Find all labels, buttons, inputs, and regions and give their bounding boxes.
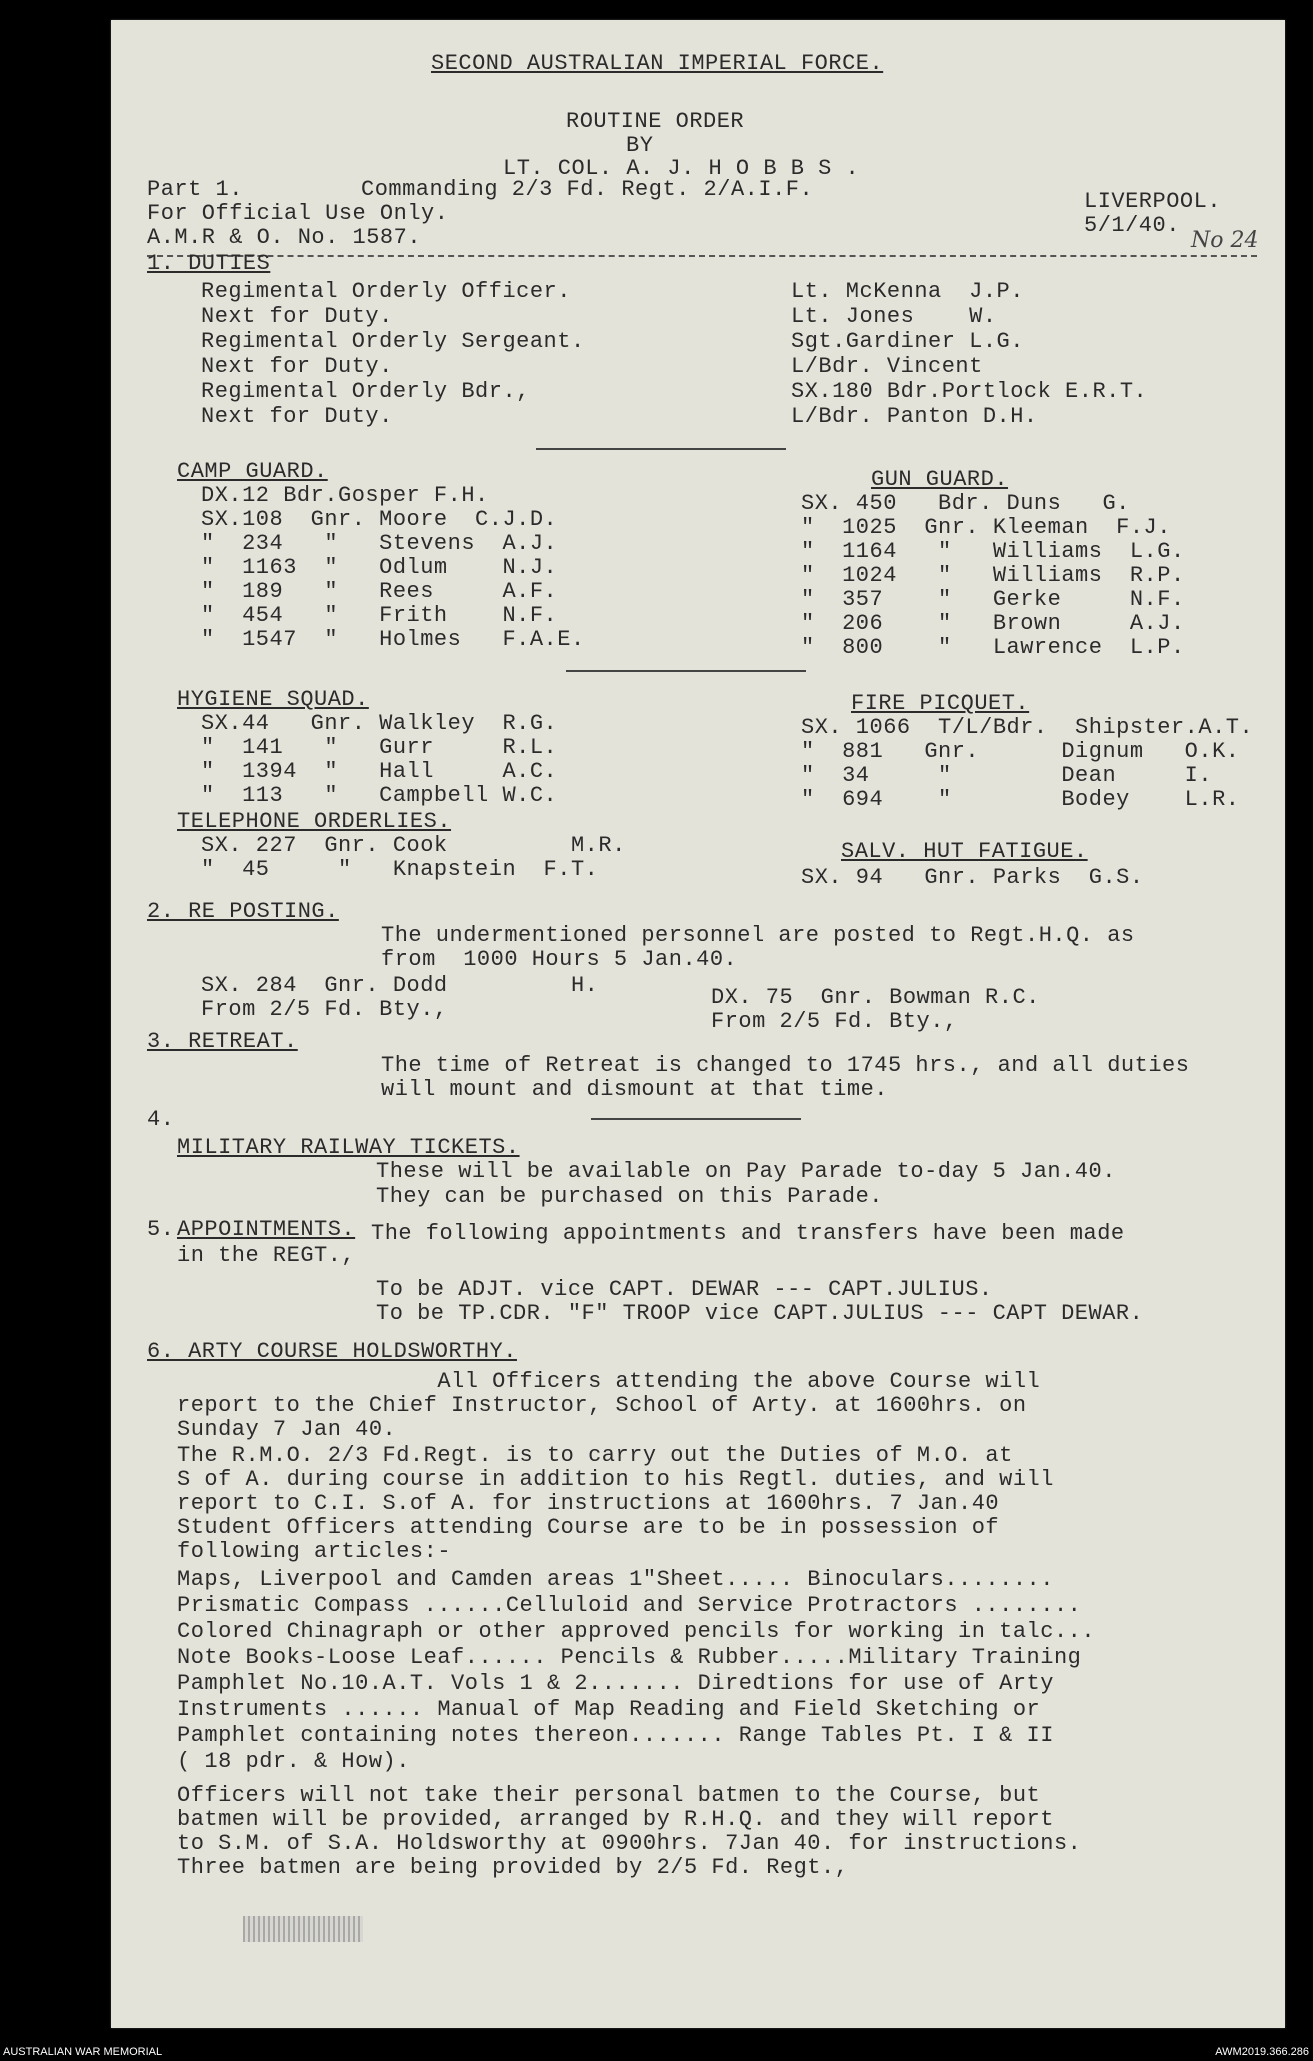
divider-line xyxy=(566,670,806,672)
duty-role: Next for Duty. xyxy=(201,404,393,429)
fire-picquet-heading: FIRE PICQUET. xyxy=(851,691,1030,716)
railway-text: These will be available on Pay Parade to-day 5 Jan.40. xyxy=(376,1159,1116,1184)
section-divider xyxy=(147,255,1257,257)
arty-heading: 6. ARTY COURSE HOLDSWORTHY. xyxy=(147,1339,517,1364)
list-item: " 141 " Gurr R.L. xyxy=(201,735,558,760)
re-posting-right: DX. 75 Gnr. Bowman R.C. xyxy=(711,985,1040,1010)
place-label: LIVERPOOL. xyxy=(1084,189,1222,214)
duty-name: Lt. McKenna J.P. xyxy=(791,279,1024,304)
duty-name: L/Bdr. Panton D.H. xyxy=(791,404,1038,429)
arty-line: The R.M.O. 2/3 Fd.Regt. is to carry out the Duties of M.O. at xyxy=(177,1443,1013,1468)
arty-line: report to the Chief Instructor, School of Arty. at 1600hrs. on xyxy=(177,1393,1027,1418)
list-item: " 45 " Knapstein F.T. xyxy=(201,857,599,882)
gun-guard-heading: GUN GUARD. xyxy=(871,467,1009,492)
re-posting-text: The undermentioned personnel are posted to Regt.H.Q. as xyxy=(381,923,1135,948)
list-item: SX. 450 Bdr. Duns G. xyxy=(801,491,1130,516)
divider-line xyxy=(591,1118,801,1120)
re-posting-heading: 2. RE POSTING. xyxy=(147,899,339,924)
duty-name: SX.180 Bdr.Portlock E.R.T. xyxy=(791,379,1148,404)
list-item: SX.108 Gnr. Moore C.J.D. xyxy=(201,507,558,532)
salv-row: SX. 94 Gnr. Parks G.S. xyxy=(801,865,1144,890)
list-item: SX. 1066 T/L/Bdr. Shipster.A.T. xyxy=(801,715,1254,740)
appointment-line: To be ADJT. vice CAPT. DEWAR --- CAPT.JULIUS. xyxy=(376,1277,993,1302)
appointments-text: The following appointments and transfers have been made xyxy=(371,1221,1125,1246)
list-item: " 113 " Campbell W.C. xyxy=(201,783,558,808)
arty-line: following articles:- xyxy=(177,1539,452,1564)
telephone-heading: TELEPHONE ORDERLIES. xyxy=(177,809,452,834)
arty-line: batmen will be provided, arranged by R.H.Q. and they will report xyxy=(177,1807,1054,1832)
document-title: SECOND AUSTRALIAN IMPERIAL FORCE. xyxy=(431,51,884,76)
arty-line: Three batmen are being provided by 2/5 Fd. Regt., xyxy=(177,1855,849,1880)
list-item: " 454 " Frith N.F. xyxy=(201,603,558,628)
arty-line: Student Officers attending Course are to be in possession of xyxy=(177,1515,1000,1540)
footer-credit: AUSTRALIAN WAR MEMORIAL xyxy=(3,2046,163,2058)
list-item: " 1163 " Odlum N.J. xyxy=(201,555,558,580)
list-item: " 1164 " Williams L.G. xyxy=(801,539,1185,564)
footer-bar xyxy=(0,2044,1313,2061)
ink-smudge xyxy=(243,1916,363,1942)
appointment-line: To be TP.CDR. "F" TROOP vice CAPT.JULIUS --- CAPT DEWAR. xyxy=(376,1301,1144,1326)
retreat-text: will mount and dismount at that time. xyxy=(381,1077,888,1102)
arty-line: Pamphlet No.10.A.T. Vols 1 & 2....... Diredtions for use of Arty xyxy=(177,1671,1054,1696)
arty-line: Note Books-Loose Leaf...... Pencils & Rubber.....Military Training xyxy=(177,1645,1082,1670)
document-page xyxy=(111,20,1285,2028)
duty-name: Sgt.Gardiner L.G. xyxy=(791,329,1024,354)
list-item: " 800 " Lawrence L.P. xyxy=(801,635,1185,660)
routine-order-heading: ROUTINE ORDER xyxy=(566,109,745,134)
commanding-line: Commanding 2/3 Fd. Regt. 2/A.I.F. xyxy=(361,177,814,202)
handwritten-number: No 24 xyxy=(1191,228,1259,253)
list-item: " 694 " Bodey L.R. xyxy=(801,787,1240,812)
arty-line: Colored Chinagraph or other approved pencils for working in talc... xyxy=(177,1619,1096,1644)
duty-role: Next for Duty. xyxy=(201,304,393,329)
list-item: SX. 227 Gnr. Cook M.R. xyxy=(201,833,626,858)
appointments-heading: APPOINTMENTS. xyxy=(177,1217,356,1242)
re-posting-left: SX. 284 Gnr. Dodd H. xyxy=(201,973,599,998)
list-item: " 1394 " Hall A.C. xyxy=(201,759,558,784)
appointments-number: 5. xyxy=(147,1217,175,1242)
railway-text: They can be purchased on this Parade. xyxy=(376,1184,883,1209)
duty-name: L/Bdr. Vincent xyxy=(791,354,983,379)
list-item: SX.44 Gnr. Walkley R.G. xyxy=(201,711,558,736)
duty-role: Regimental Orderly Bdr., xyxy=(201,379,530,404)
list-item: " 881 Gnr. Dignum O.K. xyxy=(801,739,1240,764)
retreat-heading: 3. RETREAT. xyxy=(147,1029,298,1054)
arty-line: to S.M. of S.A. Holdsworthy at 0900hrs. 7Jan 40. for instructions. xyxy=(177,1831,1082,1856)
arty-line: report to C.I. S.of A. for instructions at 1600hrs. 7 Jan.40 xyxy=(177,1491,1000,1516)
appointments-text: in the REGT., xyxy=(177,1243,356,1268)
railway-heading: MILITARY RAILWAY TICKETS. xyxy=(177,1135,520,1160)
list-item: " 1547 " Holmes F.A.E. xyxy=(201,627,585,652)
hygiene-heading: HYGIENE SQUAD. xyxy=(177,687,369,712)
amr-number: A.M.R & O. No. 1587. xyxy=(147,225,422,250)
arty-line: Sunday 7 Jan 40. xyxy=(177,1417,397,1442)
arty-line: Maps, Liverpool and Camden areas 1"Sheet..... Binoculars........ xyxy=(177,1567,1054,1592)
list-item: " 234 " Stevens A.J. xyxy=(201,531,558,556)
list-item: DX.12 Bdr.Gosper F.H. xyxy=(201,483,489,508)
divider-line xyxy=(536,448,786,450)
arty-line: Instruments ...... Manual of Map Reading and Field Sketching or xyxy=(177,1697,1041,1722)
official-use-line: For Official Use Only. xyxy=(147,201,449,226)
arty-line: Pamphlet containing notes thereon....... Range Tables Pt. I & II xyxy=(177,1723,1054,1748)
retreat-text: The time of Retreat is changed to 1745 hrs., and all duties xyxy=(381,1053,1190,1078)
arty-line: Officers will not take their personal batmen to the Course, but xyxy=(177,1783,1041,1808)
list-item: " 357 " Gerke N.F. xyxy=(801,587,1185,612)
list-item: " 1025 Gnr. Kleeman F.J. xyxy=(801,515,1171,540)
re-posting-text: from 1000 Hours 5 Jan.40. xyxy=(381,947,738,972)
railway-number: 4. xyxy=(147,1107,175,1132)
footer-accession: AWM2019.366.286 xyxy=(1215,2046,1309,2058)
duty-role: Regimental Orderly Sergeant. xyxy=(201,329,585,354)
re-posting-left: From 2/5 Fd. Bty., xyxy=(201,997,448,1022)
camp-guard-heading: CAMP GUARD. xyxy=(177,459,328,484)
salv-heading: SALV. HUT FATIGUE. xyxy=(841,839,1088,864)
by-line: BY xyxy=(626,133,654,158)
arty-line: Prismatic Compass ......Celluloid and Service Protractors ........ xyxy=(177,1593,1082,1618)
commander-name: LT. COL. A. J. H O B B S . xyxy=(503,156,860,181)
re-posting-right: From 2/5 Fd. Bty., xyxy=(711,1009,958,1034)
duties-heading: 1. DUTIES xyxy=(147,251,271,276)
arty-line: S of A. during course in addition to his Regtl. duties, and will xyxy=(177,1467,1054,1492)
list-item: " 206 " Brown A.J. xyxy=(801,611,1185,636)
arty-line: ( 18 pdr. & How). xyxy=(177,1749,410,1774)
arty-line: All Officers attending the above Course will xyxy=(177,1369,1041,1394)
duty-name: Lt. Jones W. xyxy=(791,304,997,329)
list-item: " 1024 " Williams R.P. xyxy=(801,563,1185,588)
duty-role: Next for Duty. xyxy=(201,354,393,379)
list-item: " 34 " Dean I. xyxy=(801,763,1213,788)
list-item: " 189 " Rees A.F. xyxy=(201,579,558,604)
duty-role: Regimental Orderly Officer. xyxy=(201,279,571,304)
date-label: 5/1/40. xyxy=(1084,213,1180,238)
part-label: Part 1. xyxy=(147,177,243,202)
